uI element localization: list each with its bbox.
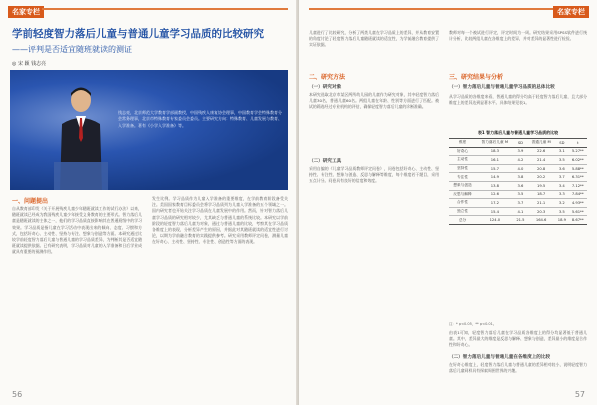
table-cell: 20.8 (527, 164, 555, 173)
header-rule (309, 8, 553, 10)
table-cell: 12.6 (476, 190, 514, 199)
table-cell: 总分 (449, 216, 476, 225)
table-cell: 3.2 (555, 199, 569, 208)
table-cell: 22.6 (527, 147, 555, 156)
table-header: t (569, 139, 587, 148)
table-header: SD (514, 139, 528, 148)
table-row (449, 156, 587, 165)
section-heading-1: 一、问题提出 (12, 198, 49, 205)
table-cell: 3.5 (555, 207, 569, 216)
table-cell: 124.0 (476, 216, 514, 225)
article-authors: ◎ 宋 颖 钱志亮 (12, 61, 47, 67)
table-cell: 3.6 (514, 181, 528, 190)
table-cell: 18.9 (555, 216, 569, 225)
table-cell: 4.0 (514, 164, 528, 173)
table-cell: 3.5 (514, 190, 528, 199)
table-cell: 20.2 (527, 173, 555, 182)
table-cell: 16.1 (476, 156, 514, 165)
article-subtitle: ——评判是否适宜随班就读的测证 (12, 45, 132, 54)
col2-text: 教师对每一个被试进行评定，评定时间为一周。研究结果采用SPSS软件进行统计分析，比较两组儿童在各维度上的差异，并对差异的显著性进行检验。 (449, 30, 587, 42)
table-row (449, 147, 587, 156)
subsection-heading: （一）智力落后儿童与普通儿童学习品质的总体比较 (449, 85, 555, 90)
table-cell: 3.4 (555, 181, 569, 190)
stage-background (10, 70, 288, 190)
tool-text: 采用自编的《儿童学习品质教师评定问卷》，问卷包括好奇心、主动性、坚持性、专注性、想象与创造、反思与解释等维度，每个维度若干题目，采用五点计分。问卷具有良好的信度和效度。 (309, 166, 439, 184)
table-cell: 7.12** (569, 181, 587, 190)
table-row (449, 190, 587, 199)
table-cell: 21.1 (527, 199, 555, 208)
section-heading-3: 三、研究结果与分析 (449, 74, 504, 81)
table-cell: 想象与创造 (449, 181, 476, 190)
analysis-text-2: 在好奇心维度上，轻度智力落后儿童与普通儿童的差异相对较小，说明轻度智力落后儿童同样具有探索周围世界的兴趣。 (449, 362, 587, 374)
table-row (449, 216, 587, 225)
table-cell: 13.8 (476, 181, 514, 190)
table-row (449, 207, 587, 216)
results-table (449, 130, 587, 225)
analysis-text: 由表1可知，轻度智力落后儿童在学习品质各维度上的得分均显著低于普通儿童。其中，差异最大的维度是反思与解释、想象与创造，差异最小的维度是合作性和好奇心。 (449, 330, 587, 348)
result-text: 从学习品质的各维度来看，普通儿童的得分均高于轻度智力落后儿童，且大部分维度上的差异达到显著水平。具体结果见表1。 (449, 94, 587, 106)
header-rule (42, 8, 288, 10)
author-bio: 钱志亮，北京师范大学教育学部副教授，中国残疾人康复协会理事，中国教育学会特殊教育分会常务理事，北京市特殊教育专家委员会委员。主要研究方向：特殊教育、儿童发展与教育、入学准备。著有《小学入学准备》等。 (118, 110, 282, 128)
table-cell: 好奇心 (449, 147, 476, 156)
section-heading-2: 二、研究方法 (309, 74, 346, 81)
table-cell: 4.93** (569, 199, 587, 208)
table-cell: 5.27** (569, 147, 587, 156)
subsection-heading: （一）研究对象 (309, 85, 342, 90)
table-cell: 独立性 (449, 207, 476, 216)
table-cell: 4.1 (514, 207, 528, 216)
table-cell: 19.5 (527, 181, 555, 190)
right-page (299, 0, 597, 405)
table-cell: 3.8 (514, 173, 528, 182)
table-cell: 14.9 (476, 173, 514, 182)
table-cell: 15.7 (476, 164, 514, 173)
subsection-heading: （二）智力落后儿童与普通儿童在各维度上的比较 (449, 355, 551, 360)
table-cell: 21.4 (527, 156, 555, 165)
table-cell: 18.7 (527, 190, 555, 199)
column-tag: 名家专栏 (553, 6, 589, 18)
intro-text: 儿童进行了比较研究，分析了两类儿童在学习品质上的差异，并从教育安置的角度讨论了轻度智力落后儿童随班就读的适宜性，为学前融合教育提供了实证依据。 (309, 30, 439, 48)
table-cell: 5.61** (569, 207, 587, 216)
table-header-row (449, 139, 587, 148)
table-cell: 3.5 (555, 156, 569, 165)
table-cell: 18.3 (476, 147, 514, 156)
table-cell: 3.3 (555, 190, 569, 199)
table-cell: 6.31** (569, 173, 587, 182)
table-cell: 15.4 (476, 207, 514, 216)
left-page (0, 0, 298, 405)
table-cell: 4.2 (514, 156, 528, 165)
table-caption: 表1 智力落后儿童与普通儿童学习品质的比较 (477, 130, 559, 135)
table-cell: 7.84** (569, 190, 587, 199)
table-cell: 主动性 (449, 156, 476, 165)
table-cell: 坚持性 (449, 164, 476, 173)
column-tag: 名家专栏 (8, 6, 44, 18)
body-text-col2: 发生比例。学习品质作为儿童入学准备的重要维度，在学前教育阶段备受关注。美国国家教育目标委员会将学习品质列为儿童入学准备的五个领域之一。国内研究者也开始关注学习品质在儿童发展中的作用。然而，针对智力落后儿童学习品质的研究相对较少，尤其缺乏与普通儿童的系统比较。本研究以学前阶段的轻度智力落后儿童为对象，通过与普通儿童的比较，考察其在学习品质各维度上的表现，分析差异产生的原因，并据此对其随班就读的适宜性进行讨论，以期为学前融合教育的实践提供参考。研究采用教师评定问卷，测量儿童在好奇心、主动性、坚持性、专注性、创造性等方面的表现。 (152, 196, 288, 245)
method-text: 本研究选取北京市某区两所幼儿园的儿童作为研究对象，其中轻度智力落后儿童30名，普通儿童60名。两组儿童在年龄、性别等方面进行了匹配。被试的筛选经过专业机构的评估，确保轻度智力落后儿童的诊断准确。 (309, 92, 439, 110)
table-row (449, 164, 587, 173)
body-text-col1: 自从教育部印发《关于开展残疾儿童少年随班就读工作的试行办法》以来，随班就读已经成为我国残疾儿童少年接受义务教育的主要形式。智力落后儿童是随班就读的主体之一，他们的学习品质直接影响其在普通班级中的学习效果。学习品质是指儿童在学习活动中表现出来的倾向、态度、习惯和方式，包括好奇心、主动性、坚持与专注、想象与创造等方面。本研究通过比较学前轻度智力落后儿童与普通儿童的学习品质差异，为判断其是否适宜随班就读提供依据。已有研究表明，学习品质对儿童的入学准备和日后学业成就具有重要的预测作用。 (12, 206, 142, 255)
table-cell: 3.6 (555, 164, 569, 173)
table-row (449, 181, 587, 190)
table-cell: 17.2 (476, 199, 514, 208)
table-cell: 20.3 (527, 207, 555, 216)
page-number: 56 (12, 390, 23, 399)
table-cell: 3.7 (514, 199, 528, 208)
table-cell: 合作性 (449, 199, 476, 208)
table-cell: 3.7 (555, 173, 569, 182)
table-header: 维度 (449, 139, 476, 148)
table-note: 注：* p<0.05，** p<0.01。 (449, 322, 497, 326)
author-photo (54, 84, 108, 190)
table-header: 智力落后儿童 M (476, 139, 514, 148)
table-cell: 5.88** (569, 164, 587, 173)
table-cell: 21.5 (514, 216, 528, 225)
table-cell: 3.1 (555, 147, 569, 156)
author-photo-panel (10, 70, 288, 190)
table-cell: 8.67** (569, 216, 587, 225)
article-title: 学前轻度智力落后儿童与普通儿童学习品质的比较研究 (12, 28, 264, 40)
page-number: 57 (574, 390, 585, 399)
table-cell: 反思与解释 (449, 190, 476, 199)
table-row (449, 199, 587, 208)
table-cell: 6.02** (569, 156, 587, 165)
subsection-heading: （二）研究工具 (309, 159, 342, 164)
table-cell: 164.6 (527, 216, 555, 225)
table-row (449, 173, 587, 182)
table-header: 普通儿童 M (527, 139, 555, 148)
table-cell: 3.9 (514, 147, 528, 156)
table-header: SD (555, 139, 569, 148)
table-cell: 专注性 (449, 173, 476, 182)
